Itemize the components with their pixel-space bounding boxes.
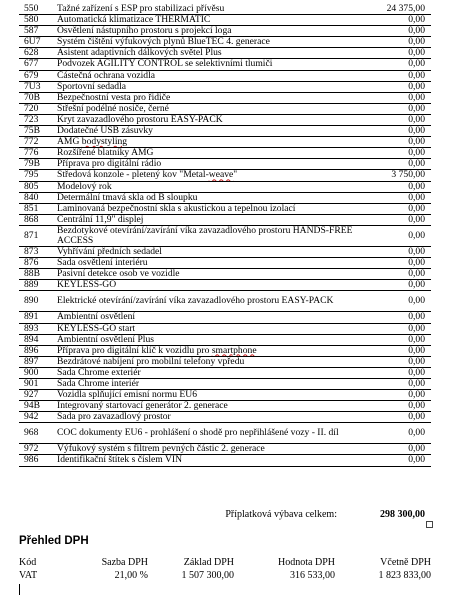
option-code: 580 [19, 15, 57, 26]
table-row [19, 334, 431, 345]
option-price: 0,00 [357, 137, 431, 148]
table-row [19, 81, 431, 92]
option-code: 840 [19, 192, 57, 203]
option-code: 88B [19, 269, 57, 280]
total-value: 298 300,00 [380, 509, 425, 520]
option-description: Automatická klimatizace THERMATIC [57, 15, 357, 26]
vat-header-rate: Sazba DPH [101, 557, 148, 568]
option-code: 873 [19, 247, 57, 258]
option-code: 70B [19, 92, 57, 103]
table-row [19, 192, 431, 203]
option-description: Podvozek AGILITY CONTROL se selektivními tlumiči [57, 59, 357, 70]
option-code: 889 [19, 280, 57, 291]
spellcheck-mark: smartphone [211, 345, 257, 356]
option-description: Vozidla splňující emisní normu EU6 [57, 390, 357, 401]
vat-header-code: Kód [19, 557, 37, 568]
option-price: 0,00 [357, 48, 431, 59]
table-resize-handle[interactable] [426, 521, 433, 528]
option-description: Dodatečné USB zásuvky [57, 126, 357, 137]
vat-total: 1 823 833,00 [378, 570, 431, 581]
option-code: 723 [19, 114, 57, 125]
option-price: 0,00 [357, 15, 431, 26]
table-row [19, 345, 431, 356]
option-price: 0,00 [357, 334, 431, 345]
option-price: 0,00 [357, 37, 431, 48]
table-row [19, 170, 431, 181]
option-code: 897 [19, 356, 57, 367]
option-code: 968 [19, 423, 57, 444]
table-row [19, 412, 431, 423]
option-description: Střešní podélné nosiče, černé [57, 103, 357, 114]
option-price: 3 750,00 [357, 170, 431, 181]
option-code: 628 [19, 48, 57, 59]
option-code: 79B [19, 159, 57, 170]
option-price: 24 375,00 [357, 4, 431, 15]
option-description: Středová konzole - pletený kov "Metal-weave" [57, 170, 357, 181]
table-row [19, 423, 431, 444]
table-row [19, 455, 431, 466]
option-price: 0,00 [357, 148, 431, 159]
option-description: Sada pro zavazadlový prostor [57, 412, 357, 423]
option-price: 0,00 [357, 455, 431, 466]
table-row [19, 225, 431, 246]
table-row [19, 15, 431, 26]
option-description: Sada osvětlení interiéru [57, 258, 357, 269]
option-price: 0,00 [357, 159, 431, 170]
option-description: Vyhřívání předních sedadel [57, 247, 357, 258]
option-description: Ambientní osvětlení Plus [57, 334, 357, 345]
table-row [19, 59, 431, 70]
table-row [19, 70, 431, 81]
option-description: Tažné zařízení s ESP pro stabilizaci přívěsu [57, 4, 357, 15]
option-description: Rozšířené blatníky AMG [57, 148, 357, 159]
option-code: 896 [19, 345, 57, 356]
option-code: 805 [19, 181, 57, 192]
vat-amount: 316 533,00 [290, 570, 335, 581]
option-description: Ambientní osvětlení [57, 312, 357, 323]
option-description: Pasivní detekce osob ve vozidle [57, 269, 357, 280]
option-code: 587 [19, 26, 57, 37]
table-row [19, 312, 431, 323]
option-price: 0,00 [357, 291, 431, 312]
option-price: 0,00 [357, 225, 431, 246]
option-description: Bezdotykové otevírání/zavírání víka zavazadlového prostoru HANDS-FREE ACCESS [57, 225, 357, 246]
option-code: 550 [19, 4, 57, 15]
option-price: 0,00 [357, 444, 431, 455]
option-code: 772 [19, 137, 57, 148]
table-row [19, 379, 431, 390]
option-price: 0,00 [357, 203, 431, 214]
vat-header-amount: Hodnota DPH [278, 557, 335, 568]
option-code: 7U3 [19, 81, 57, 92]
option-description: Výfukový systém s filtrem pevných částic 2. generace [57, 444, 357, 455]
table-row [19, 401, 431, 412]
table-row [19, 356, 431, 367]
vat-base: 1 507 300,00 [181, 570, 234, 581]
equipment-table [19, 4, 431, 467]
option-price: 0,00 [357, 70, 431, 81]
option-description: Příprava pro digitální klíč k vozidlu pro smartphone [57, 345, 357, 356]
option-description: Elektrické otevírání/zavírání víka zavazadlového prostoru EASY-PACK [57, 291, 357, 312]
table-row [19, 4, 431, 15]
option-description: Kryt zavazadlového prostoru EASY-PACK [57, 114, 357, 125]
vat-code: VAT [19, 570, 38, 581]
option-description: Determální tmavá skla od B sloupku [57, 192, 357, 203]
option-code: 776 [19, 148, 57, 159]
table-row [19, 26, 431, 37]
option-code: 6U7 [19, 37, 57, 48]
option-code: 851 [19, 203, 57, 214]
option-price: 0,00 [357, 114, 431, 125]
table-row [19, 203, 431, 214]
option-description: Asistent adaptivních dálkových světel Plus [57, 48, 357, 59]
table-row [19, 181, 431, 192]
option-code: 891 [19, 312, 57, 323]
option-description: KEYLESS-GO start [57, 323, 357, 334]
option-price: 0,00 [357, 59, 431, 70]
option-price: 0,00 [357, 345, 431, 356]
equipment-total [19, 509, 431, 521]
option-code: 75B [19, 126, 57, 137]
table-row [19, 214, 431, 225]
option-price: 0,00 [357, 412, 431, 423]
option-price: 0,00 [357, 423, 431, 444]
option-code: 894 [19, 334, 57, 345]
option-description: Sada Chrome interiér [57, 379, 357, 390]
vat-rate: 21,00 % [114, 570, 148, 581]
option-price: 0,00 [357, 26, 431, 37]
table-row [19, 159, 431, 170]
table-row [19, 269, 431, 280]
table-row [19, 103, 431, 114]
option-description: Laminovaná bezpečnostní skla s akustickou a tepelnou izolací [57, 203, 357, 214]
option-price: 0,00 [357, 379, 431, 390]
option-description: Sada Chrome exteriér [57, 367, 357, 378]
option-description: COC dokumenty EU6 - prohlášení o shodě pro nepřihlášené vozy - II. díl [57, 423, 357, 444]
table-row [19, 37, 431, 48]
option-code: 720 [19, 103, 57, 114]
option-description: Částečná ochrana vozidla [57, 70, 357, 81]
option-code: 795 [19, 170, 57, 181]
option-price: 0,00 [357, 103, 431, 114]
option-price: 0,00 [357, 192, 431, 203]
table-row [19, 247, 431, 258]
option-price: 0,00 [357, 258, 431, 269]
table-row [19, 137, 431, 148]
option-code: 893 [19, 323, 57, 334]
spellcheck-mark: weave [208, 169, 234, 181]
option-description: Bezdrátové nabíjení pro mobilní telefony vpředu [57, 356, 357, 367]
table-row [19, 92, 431, 103]
option-description: Sportovní sedadla [57, 81, 357, 92]
text-cursor[interactable] [19, 584, 20, 595]
table-row [19, 258, 431, 269]
option-description: Modelový rok [57, 181, 357, 192]
option-price: 0,00 [357, 312, 431, 323]
option-description: Osvětlení nástupního prostoru s projekcí loga [57, 26, 357, 37]
option-code: 871 [19, 225, 57, 246]
option-description: Identifikační štítek s číslem VIN [57, 455, 357, 466]
option-code: 868 [19, 214, 57, 225]
option-code: 876 [19, 258, 57, 269]
table-row [19, 126, 431, 137]
option-description: AMG bodystyling [57, 137, 357, 148]
option-code: 890 [19, 291, 57, 312]
table-row [19, 367, 431, 378]
vat-header-total: Včetně DPH [380, 557, 431, 568]
table-row [19, 390, 431, 401]
table-row [19, 444, 431, 455]
option-price: 0,00 [357, 280, 431, 291]
option-price: 0,00 [357, 390, 431, 401]
option-description: Příprava pro digitální rádio [57, 159, 357, 170]
option-code: 900 [19, 367, 57, 378]
option-code: 901 [19, 379, 57, 390]
option-price: 0,00 [357, 247, 431, 258]
option-price: 0,00 [357, 92, 431, 103]
table-row [19, 280, 431, 291]
option-code: 942 [19, 412, 57, 423]
option-price: 0,00 [357, 81, 431, 92]
option-code: 679 [19, 70, 57, 81]
option-description: Centrální 11,9" displej [57, 214, 357, 225]
table-row [19, 323, 431, 334]
option-code: 972 [19, 444, 57, 455]
option-price: 0,00 [357, 401, 431, 412]
option-price: 0,00 [357, 269, 431, 280]
vat-header-base: Základ DPH [183, 557, 234, 568]
option-description: KEYLESS-GO [57, 280, 357, 291]
option-code: 927 [19, 390, 57, 401]
option-price: 0,00 [357, 214, 431, 225]
option-code: 94B [19, 401, 57, 412]
option-description: Integrovaný startovací generátor 2. generace [57, 401, 357, 412]
option-code: 677 [19, 59, 57, 70]
option-description: Systém čištění výfukových plynů BlueTEC 4. generace [57, 37, 357, 48]
option-price: 0,00 [357, 356, 431, 367]
option-price: 0,00 [357, 181, 431, 192]
option-price: 0,00 [357, 367, 431, 378]
option-description: Bezpečnostní vesta pro řidiče [57, 92, 357, 103]
spellcheck-mark: bodystyling [81, 136, 128, 148]
table-row [19, 148, 431, 159]
vat-summary-title: Přehled DPH [19, 535, 89, 547]
option-code: 986 [19, 455, 57, 466]
option-price: 0,00 [357, 126, 431, 137]
total-label: Příplatková výbava celkem: [225, 509, 337, 520]
table-row [19, 48, 431, 59]
table-row [19, 291, 431, 312]
option-price: 0,00 [357, 323, 431, 334]
table-row [19, 114, 431, 125]
